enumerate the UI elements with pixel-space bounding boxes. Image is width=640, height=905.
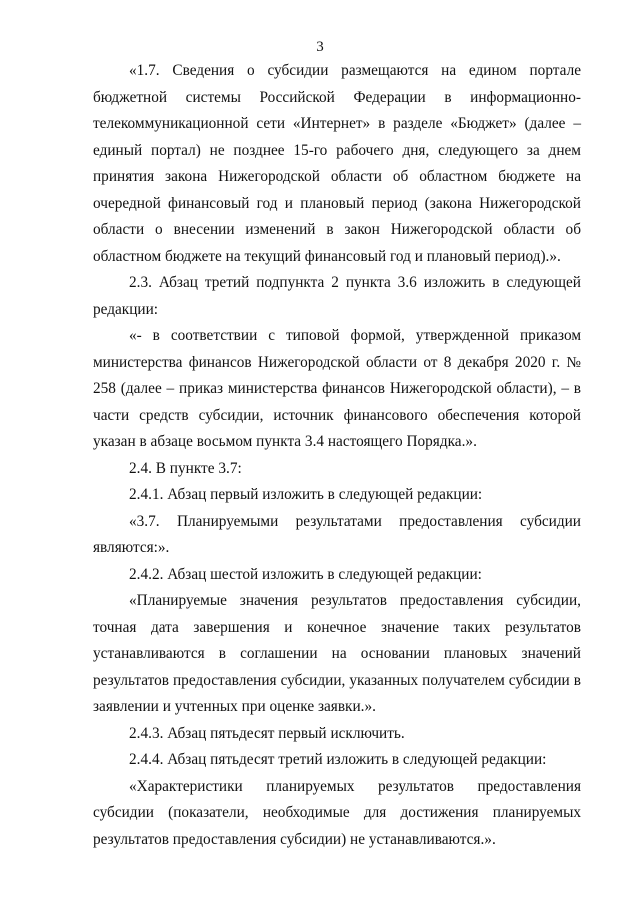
paragraph-2-4-4: 2.4.4. Абзац пятьдесят третий изложить в следующей редакции: [129, 751, 547, 768]
paragraph-2-4-1: 2.4.1. Абзац первый изложить в следующей редакции: [129, 486, 483, 503]
paragraph-2-4-4-text: «Характеристики планируемых результатов предоставления субсидии (показатели, необходимые для достижения планируемых результатов предоставления субсидии) не устанавливаются.». [93, 777, 581, 848]
paragraph-2-3: 2.3. Абзац третий подпункта 2 пункта 3.6 изложить в следующей редакции: [93, 274, 581, 318]
paragraph-1-7-subsidy-info: «1.7. Сведения о субсидии размещаются на едином портале бюджетной системы Российской Федерации в информационно-телекоммуникационной сети «Интернет» в разделе «Бюджет» (далее – единый портал) не позднее 15-го рабочего дня, следующего за днем принятия закона Нижегородской области об областном бюджете на очередной финансовый год и плановый период (закона Нижегородской области о внесении изменений в закон Нижегородской области об областном бюджете на текущий финансовый год и плановый период).». [93, 62, 581, 265]
paragraph-2-4-1-text: «3.7. Планируемыми результатами предоставления субсидии являются:». [93, 512, 581, 556]
paragraph-2-4: 2.4. В пункте 3.7: [129, 459, 242, 477]
paragraph-2-4-3: 2.4.3. Абзац пятьдесят первый исключить. [129, 724, 405, 742]
page-number: 3 [316, 39, 324, 55]
document-body [93, 58, 581, 853]
paragraph-2-3-text: «- в соответствии с типовой формой, утвержденной приказом министерства финансов Нижегородской области от 8 декабря 2020 г. № 258 (далее – приказ министерства финансов Нижегородской области), – в части средств субсидии, источник финансового обеспечения которой указан в абзаце восьмом пункта 3.4 настоящего Порядка.». [93, 327, 581, 450]
paragraph-2-4-2-text: «Планируемые значения результатов предоставления субсидии, точная дата завершения и конечное значение таких результатов устанавливаются в соглашении на основании плановых значений результатов предоставления субсидии, указанных получателем субсидии в заявлении и учтенных при оценке заявки.». [93, 592, 581, 715]
paragraph-2-4-2: 2.4.2. Абзац шестой изложить в следующей редакции: [129, 565, 482, 583]
